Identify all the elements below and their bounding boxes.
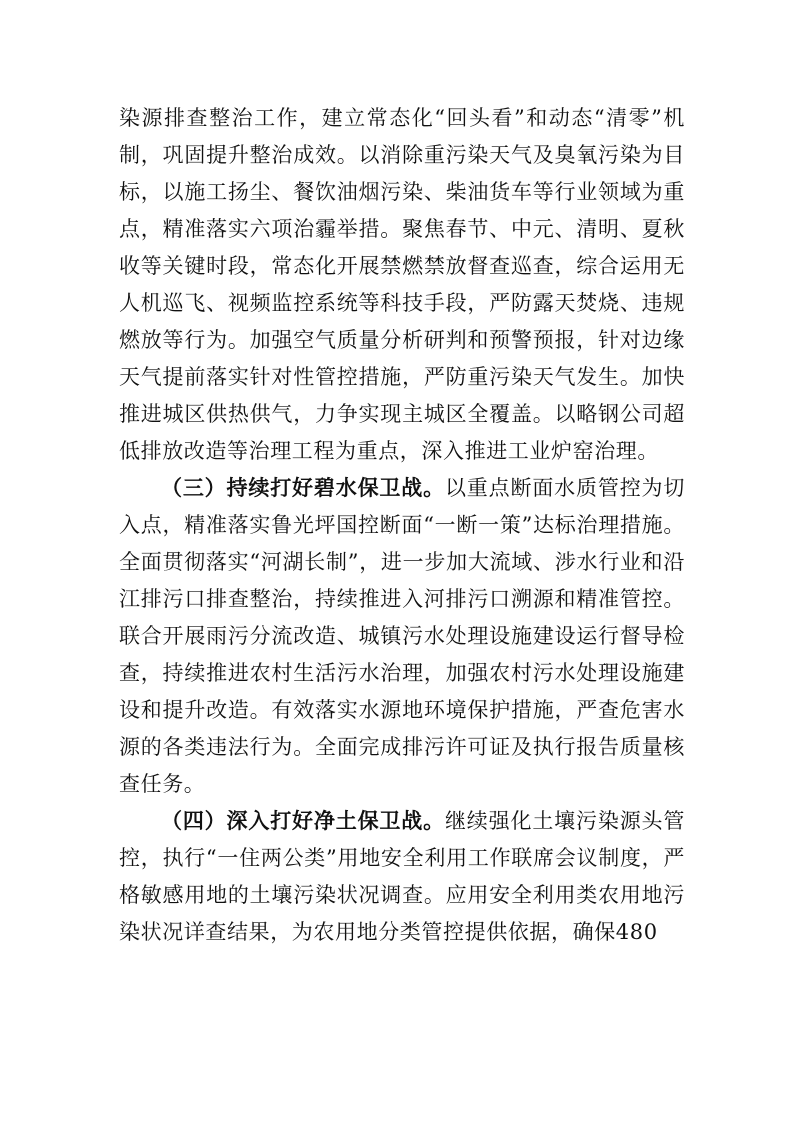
section-heading-4: （四）深入打好净土保卫战。	[161, 809, 445, 833]
document-body	[119, 100, 685, 951]
paragraph-1	[119, 100, 685, 470]
section-heading-3: （三）持续打好碧水保卫战。	[161, 476, 445, 500]
paragraph-2-text: 以重点断面水质管控为切入点，精准落实鲁光坪国控断面“一断一策”达标治理措施。全面贯彻落实“河湖长制”，进一步加大流域、涉水行业和沿江排污口排查整治，持续推进入河排污口溯源和精准管控。联合开展雨污分流改造、城镇污水处理设施建设运行督导检查，持续推进农村生活污水治理，加强农村污水处理设施建设和提升改造。有效落实水源地环境保护措施，严查危害水源的各类违法行为。全面完成排污许可证及执行报告质量核查任务。	[119, 476, 685, 796]
paragraph-2	[119, 470, 685, 803]
paragraph-1-text: 染源排查整治工作，建立常态化“回头看”和动态“清零”机制，巩固提升整治成效。以消除重污染天气及臭氧污染为目标，以施工扬尘、餐饮油烟污染、柴油货车等行业领域为重点，精准落实六项治霾举措。聚焦春节、中元、清明、夏秋收等关键时段，常态化开展禁燃禁放督查巡查，综合运用无人机巡飞、视频监控系统等科技手段，严防露天焚烧、违规燃放等行为。加强空气质量分析研判和预警预报，针对边缘天气提前落实针对性管控措施，严防重污染天气发生。加快推进城区供热供气，力争实现主城区全覆盖。以略钢公司超低排放改造等治理工程为重点，深入推进工业炉窑治理。	[119, 106, 685, 463]
paragraph-3	[119, 803, 685, 951]
paragraph-3-text: 继续强化土壤污染源头管控，执行“一住两公类”用地安全利用工作联席会议制度，严格敏感用地的土壤污染状况调查。应用安全利用类农用地污染状况详查结果，为农用地分类管控提供依据，确保480	[119, 809, 685, 944]
